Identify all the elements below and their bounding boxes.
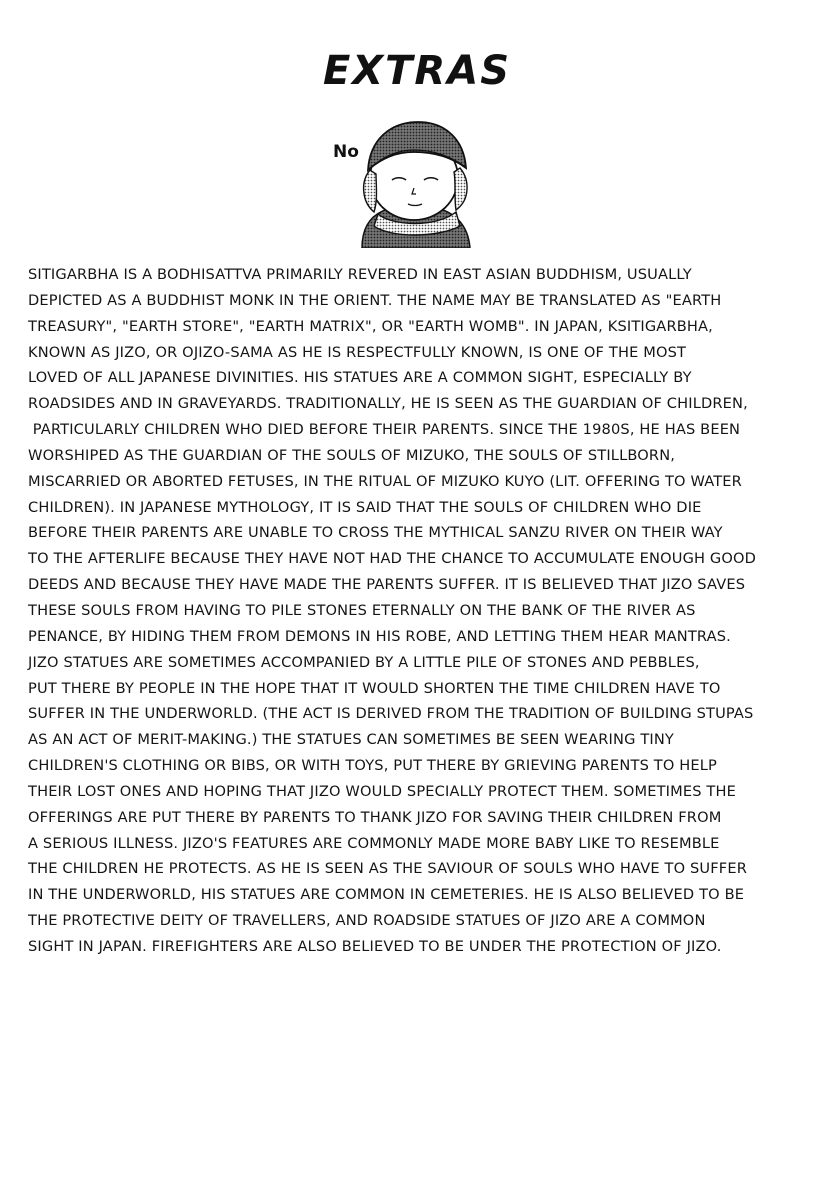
text-line: TREASURY", "EARTH STORE", "EARTH MATRIX", OR "EARTH WOMB". IN JAPAN, KSITIGARBHA, [28,317,713,335]
text-line: THE CHILDREN HE PROTECTS. AS HE IS SEEN AS THE SAVIOUR OF SOULS WHO HAVE TO SUFFER [28,860,747,878]
text-line: SIGHT IN JAPAN. FIREFIGHTERS ARE ALSO BELIEVED TO BE UNDER THE PROTECTION OF JIZO. [28,937,722,955]
text-line: WORSHIPED AS THE GUARDIAN OF THE SOULS OF MIZUKO, THE SOULS OF STILLBORN, [28,446,676,464]
text-line: LOVED OF ALL JAPANESE DIVINITIES. HIS STATUES ARE A COMMON SIGHT, ESPECIALLY BY [28,369,692,387]
text-line: KNOWN AS JIZO, OR OJIZO-SAMA AS HE IS RESPECTFULLY KNOWN, IS ONE OF THE MOST [28,343,687,361]
text-line: PENANCE, BY HIDING THEM FROM DEMONS IN HIS ROBE, AND LETTING THEM HEAR MANTRAS. [28,627,731,645]
text-line: IN THE UNDERWORLD, HIS STATUES ARE COMMON IN CEMETERIES. HE IS ALSO BELIEVED TO BE [28,886,745,904]
text-line: BEFORE THEIR PARENTS ARE UNABLE TO CROSS THE MYTHICAL SANZU RIVER ON THEIR WAY [28,524,723,542]
text-line: MISCARRIED OR ABORTED FETUSES, IN THE RITUAL OF MIZUKO KUYO (LIT. OFFERING TO WATER [28,472,742,490]
page-title: EXTRAS [322,48,511,94]
text-line: AS AN ACT OF MERIT-MAKING.) THE STATUES CAN SOMETIMES BE SEEN WEARING TINY [28,731,674,749]
text-line: THEIR LOST ONES AND HOPING THAT JIZO WOULD SPECIALLY PROTECT THEM. SOMETIMES THE [28,782,736,800]
text-line: OFFERINGS ARE PUT THERE BY PARENTS TO THANK JIZO FOR SAVING THEIR CHILDREN FROM [28,808,722,826]
text-line: CHILDREN). IN JAPANESE MYTHOLOGY, IT IS SAID THAT THE SOULS OF CHILDREN WHO DIE [28,498,702,516]
text-line: PUT THERE BY PEOPLE IN THE HOPE THAT IT WOULD SHORTEN THE TIME CHILDREN HAVE TO [28,679,721,697]
jizo-monk-icon [352,116,476,248]
caption-label: No [333,142,359,162]
text-line: SUFFER IN THE UNDERWORLD. (THE ACT IS DERIVED FROM THE TRADITION OF BUILDING STUPAS [28,705,754,723]
text-line: SITIGARBHA IS A BODHISATTVA PRIMARILY REVERED IN EAST ASIAN BUDDHISM, USUALLY [28,266,692,283]
text-line: DEEDS AND BECAUSE THEY HAVE MADE THE PARENTS SUFFER. IT IS BELIEVED THAT JIZO SAVES [28,576,746,594]
text-line: PARTICULARLY CHILDREN WHO DIED BEFORE THEIR PARENTS. SINCE THE 1980S, HE HAS BEEN [28,421,741,439]
text-line: DEPICTED AS A BUDDHIST MONK IN THE ORIENT. THE NAME MAY BE TRANSLATED AS "EARTH [28,291,722,309]
text-line: CHILDREN'S CLOTHING OR BIBS, OR WITH TOYS, PUT THERE BY GRIEVING PARENTS TO HELP [28,757,717,775]
text-line: THESE SOULS FROM HAVING TO PILE STONES ETERNALLY ON THE BANK OF THE RIVER AS [28,601,696,619]
text-line: TO THE AFTERLIFE BECAUSE THEY HAVE NOT HAD THE CHANCE TO ACCUMULATE ENOUGH GOOD [28,550,757,568]
text-line: A SERIOUS ILLNESS. JIZO'S FEATURES ARE COMMONLY MADE MORE BABY LIKE TO RESEMBLE [28,834,720,852]
body-text [28,262,828,960]
text-line: THE PROTECTIVE DEITY OF TRAVELLERS, AND ROADSIDE STATUES OF JIZO ARE A COMMON [28,912,706,930]
text-line: ROADSIDES AND IN GRAVEYARDS. TRADITIONALLY, HE IS SEEN AS THE GUARDIAN OF CHILDREN, [28,395,748,413]
text-line: JIZO STATUES ARE SOMETIMES ACCOMPANIED BY A LITTLE PILE OF STONES AND PEBBLES, [28,653,700,671]
